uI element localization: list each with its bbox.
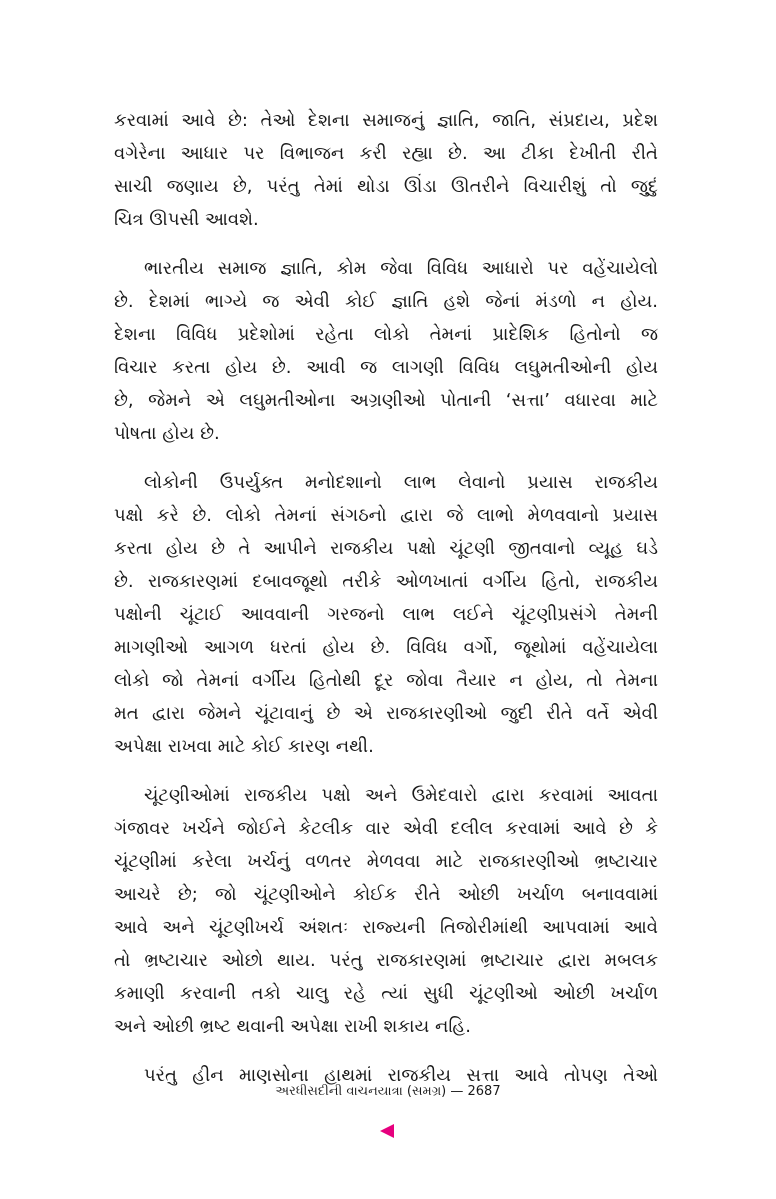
text-line: માગણીઓ આગળ ધરતાં હોય છે. વિવિધ વર્ગો, જૂથોમાં વહેંચાયેલા [114, 637, 658, 658]
text-line: વિચાર કરતા હોય છે. આવી જ લાગણી વિવિધ લઘુમતીઓની હોય [114, 357, 658, 378]
text-line: આચરે છે; જો ચૂંટણીઓને કોઈક રીતે ઓછી ખર્ચાળ બનાવવામાં [114, 884, 658, 905]
text-line: તો ભ્રષ્ટાચાર ઓછો થાય. પરંતુ રાજકારણમાં ભ્રષ્ટાચાર દ્વારા મબલક [114, 950, 658, 971]
text-line: ચૂંટણીમાં કરેલા ખર્ચનું વળતર મેળવવા માટે રાજકારણીઓ ભ્રષ્ટાચાર [114, 851, 658, 872]
text-line: ચૂંટણીઓમાં રાજકીય પક્ષો અને ઉમેદવારો દ્વારા કરવામાં આવતા [144, 785, 658, 806]
paragraph-2 [114, 252, 658, 450]
text-line: દેશના વિવિધ પ્રદેશોમાં રહેતા લોકો તેમનાં પ્રાદેશિક હિતોનો જ [114, 324, 658, 345]
text-line: વગેરેના આધાર પર વિભાજન કરી રહ્યા છે. આ ટીકા દેખીતી રીતે [114, 143, 658, 164]
text-line: કરવામાં આવે છે: તેઓ દેશના સમાજનું જ્ઞાતિ, જાતિ, સંપ્રદાય, પ્રદેશ [114, 110, 658, 131]
text-line: સાચી જણાય છે, પરંતુ તેમાં થોડા ઊંડા ઊતરીને વિચારીશું તો જુદું [114, 176, 658, 197]
text-line: કરતા હોય છે તે આપીને રાજકીય પક્ષો ચૂંટણી જીતવાનો વ્યૂહ ઘડે [114, 538, 658, 559]
left-triangle-icon[interactable] [380, 1124, 394, 1138]
text-line: અને ઓછી ભ્રષ્ટ થવાની અપેક્ષા રાખી શકાય નહિ. [114, 1016, 471, 1037]
text-line: કમાણી કરવાની તકો ચાલુ રહે ત્યાં સુધી ચૂંટણીઓ ઓછી ખર્ચાળ [114, 983, 658, 1004]
paragraph-1 [114, 104, 658, 236]
text-line: મત દ્વારા જેમને ચૂંટાવાનું છે એ રાજકારણીઓ જુદી રીતે વર્તે એવી [114, 703, 658, 724]
text-line: ચિત્ર ઊપસી આવશે. [114, 209, 259, 230]
text-line: આવે અને ચૂંટણીખર્ચ અંશતઃ રાજ્યની તિજોરીમાંથી આપવામાં આવે [114, 917, 658, 938]
page-body [114, 104, 658, 1108]
text-line: પક્ષોની ચૂંટાઈ આવવાની ગરજનો લાભ લઈને ચૂંટણીપ્રસંગે તેમની [114, 604, 658, 625]
text-line: છે. રાજકારણમાં દબાવજૂથો તરીકે ઓળખાતાં વર્ગીય હિતો, રાજકીય [114, 571, 658, 592]
text-line: ભારતીય સમાજ જ્ઞાતિ, કોમ જેવા વિવિધ આધારો પર વહેંચાયેલો [144, 258, 658, 279]
text-line: લોકોની ઉપર્યુક્ત મનોદશાનો લાભ લેવાનો પ્રયાસ રાજકીય [144, 472, 658, 493]
text-line: પક્ષો કરે છે. લોકો તેમનાં સંગઠનો દ્વારા જે લાભો મેળવવાનો પ્રયાસ [114, 505, 658, 526]
text-line: લોકો જો તેમનાં વર્ગીય હિતોથી દૂર જોવા તૈયાર ન હોય, તો તેમના [114, 670, 658, 691]
text-line: પોષતા હોય છે. [114, 423, 220, 444]
text-line: પરંતુ હીન માણસોના હાથમાં રાજકીય સત્તા આવે તોપણ તેઓ [144, 1065, 658, 1086]
text-line: ગંજાવર ખર્ચને જોઈને કેટલીક વાર એવી દલીલ કરવામાં આવે છે કે [114, 818, 658, 839]
paragraph-4 [114, 779, 658, 1043]
text-line: અપેક્ષા રાખવા માટે કોઈ કારણ નથી. [114, 736, 374, 757]
paragraph-3 [114, 466, 658, 763]
text-line: છે. દેશમાં ભાગ્યે જ એવી કોઈ જ્ઞાતિ હશે જેનાં મંડળો ન હોય. [114, 291, 658, 312]
text-line: છે, જેમને એ લઘુમતીઓના અગ્રણીઓ પોતાની ‘સત્તા’ વધારવા માટે [114, 390, 658, 411]
page-footer: અરધીસદીની વાચનયાત્રા (સમગ્ર) — 2687 [275, 1084, 501, 1099]
